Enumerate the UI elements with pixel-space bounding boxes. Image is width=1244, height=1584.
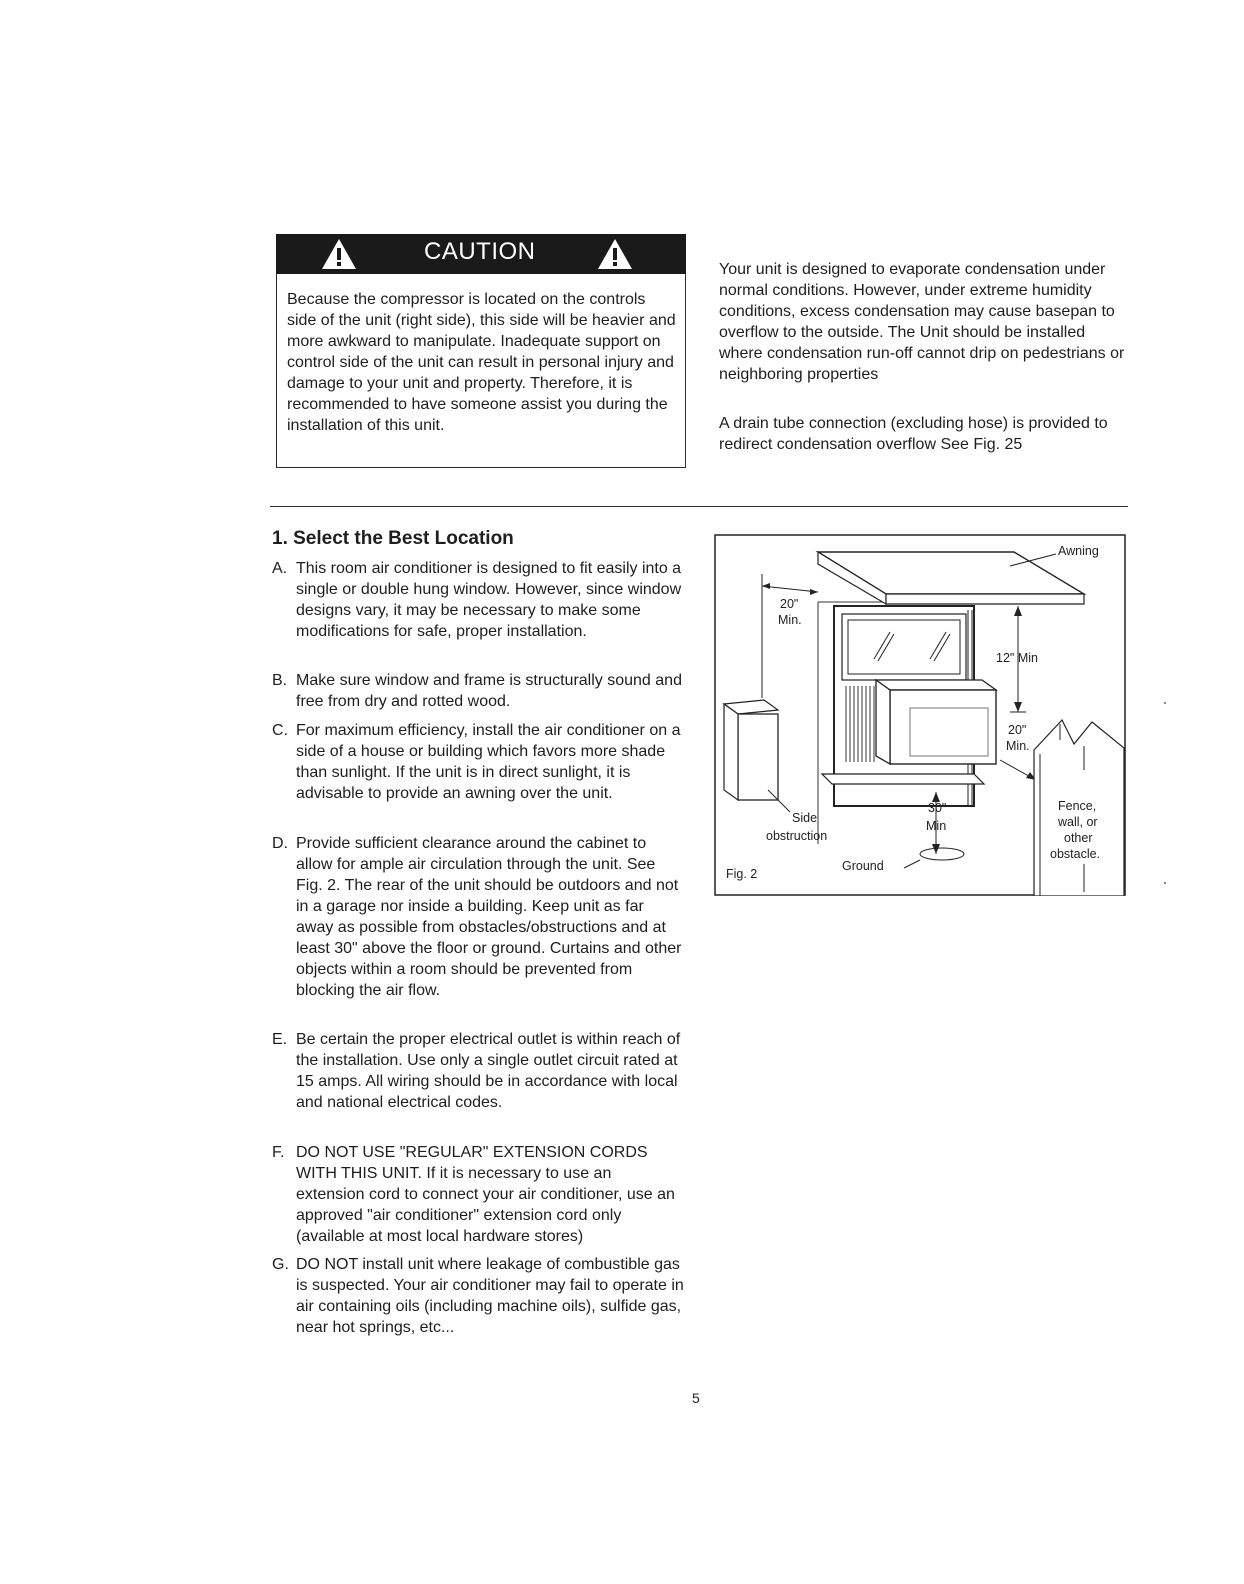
installation-figure [714, 534, 1126, 896]
awning-label: Awning [1058, 544, 1099, 558]
fence-label: Fence, [1058, 799, 1097, 813]
list-item-letter: G. [272, 1256, 289, 1273]
right-clearance-value: 20" [1008, 723, 1027, 737]
list-item-letter: C. [272, 722, 288, 739]
caution-box [276, 234, 686, 468]
list-item-text: Be certain the proper electrical outlet is within reach of the installation. Use only a single outlet circuit rated at 15 amps. All wiring should be in accordance with local and national electrical codes. [296, 1031, 681, 1111]
list-item-text: DO NOT USE "REGULAR" EXTENSION CORDS WITH THIS UNIT. If it is necessary to use an extension cord to connect your air conditioner, use an approved "air conditioner" extension cord only (available at most local hardware stores) [296, 1144, 675, 1245]
bottom-clearance-value: 30" [928, 801, 947, 815]
side-clearance-value: 20" [780, 597, 799, 611]
fence-label: wall, or [1058, 815, 1098, 829]
condensation-paragraph: Your unit is designed to evaporate condensation under normal conditions. However, under extreme humidity conditions, excess condensation may cause basepan to overflow to the outside. The Unit should be installed where condensation run-off cannot drip on pedestrians or neighboring properties [719, 261, 1125, 383]
list-item-letter: B. [272, 672, 288, 689]
warning-icon [320, 237, 358, 271]
figure-caption: Fig. 2 [726, 867, 758, 881]
section-divider [270, 506, 1128, 507]
side-obstruction-label: obstruction [766, 829, 828, 843]
drain-tube-paragraph: A drain tube connection (excluding hose) is provided to redirect condensation overflow See Fig. 25 [719, 415, 1108, 453]
list-item-text: For maximum efficiency, install the air conditioner on a side of a house or building which favors more shade than sunlight. If the unit is in direct sunlight, it is advisable to provide an awning over the unit. [296, 722, 681, 802]
caution-text: Because the compressor is located on the controls side of the unit (right side), this side will be heavier and more awkward to manipulate. Inadequate support on control side of the unit can result in personal injury and damage to your unit and property. Therefore, it is recommended to have someone assist you during the installation of this unit. [287, 291, 676, 434]
scan-speck [1164, 882, 1166, 884]
scan-speck [1164, 702, 1166, 704]
list-item-text: DO NOT install unit where leakage of combustible gas is suspected. Your air conditioner may fail to operate in air containing oils (including machine oils), sulfide gas, near hot springs, etc... [296, 1256, 684, 1336]
list-item-text: Provide sufficient clearance around the cabinet to allow for ample air circulation through the unit. See Fig. 2. The rear of the unit should be outdoors and not in a garage nor inside a building. Keep unit as far away as possible from obstacles/obstructions and at least 30" above the floor or ground. Curtains and other objects within a room should be prevented from blocking the air flow. [296, 835, 682, 999]
list-item-text: Make sure window and frame is structurally sound and free from dry and rotted wood. [296, 672, 682, 710]
list-item-letter: A. [272, 560, 288, 577]
clearance-diagram [714, 534, 1126, 896]
list-item-letter: D. [272, 835, 288, 852]
side-clearance-min: Min. [778, 613, 802, 627]
ground-label: Ground [842, 859, 884, 873]
list-item-letter: E. [272, 1031, 288, 1048]
list-item-letter: F. [272, 1144, 285, 1161]
fence-label: obstacle. [1050, 847, 1101, 861]
right-clearance-min: Min. [1006, 739, 1030, 753]
side-obstruction-label: Side [792, 811, 818, 825]
caution-title: CAUTION [424, 238, 536, 265]
caution-header [276, 234, 686, 274]
list-item-text: This room air conditioner is designed to fit easily into a single or double hung window. However, since window designs vary, it may be necessary to make some modifications for safe, proper installation. [296, 560, 682, 640]
top-clearance-label: 12" Min [996, 651, 1038, 665]
warning-icon [596, 237, 634, 271]
page-number: 5 [692, 1390, 700, 1406]
section-heading: 1. Select the Best Location [272, 528, 514, 549]
bottom-clearance-min: Min [926, 819, 947, 833]
fence-label: other [1064, 831, 1093, 845]
